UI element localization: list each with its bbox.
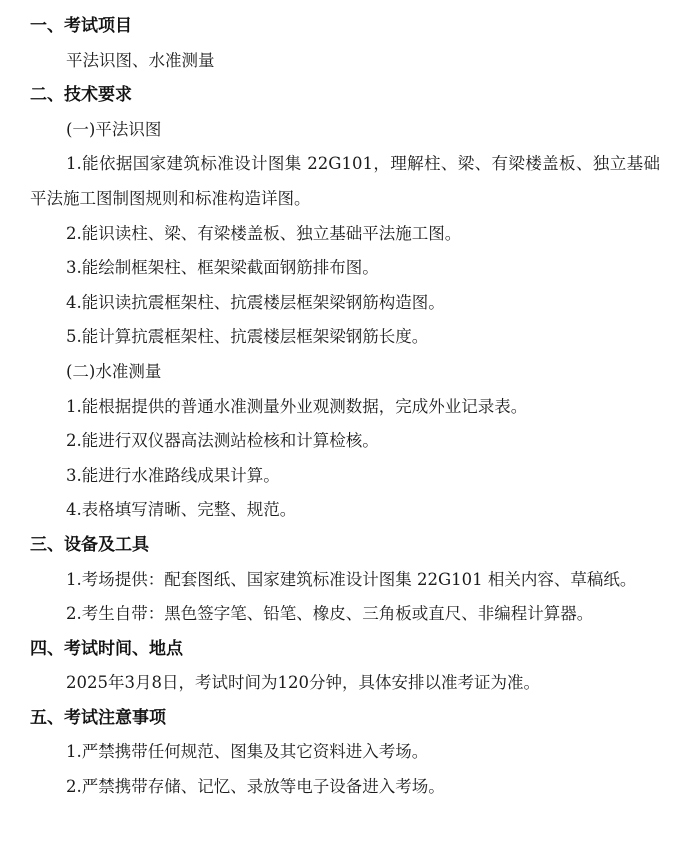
subsection-title-drawing-reading: (一)平法识图 (66, 119, 162, 139)
section-heading-exam-items: 一、考试项目 (30, 16, 132, 36)
subsection-title-leveling: (二)水准测量 (66, 361, 162, 381)
requirement-item: 3.能绘制框架柱、框架梁截面钢筋排布图。 (66, 258, 379, 278)
requirement-item: 4.表格填写清晰、完整、规范。 (66, 500, 297, 520)
section-heading-time-place: 四、考试时间、地点 (30, 638, 183, 659)
requirement-item: 1.能根据提供的普通水准测量外业观测数据，完成外业记录表。 (66, 396, 528, 416)
exam-items-text: 平法识图、水准测量 (66, 50, 215, 70)
notice-item: 1.严禁携带任何规范、图集及其它资料进入考场。 (66, 742, 429, 762)
equipment-item: 2.考生自带：黑色签字笔、铅笔、橡皮、三角板或直尺、非编程计算器。 (66, 604, 594, 624)
section-heading-tech-requirements: 二、技术要求 (30, 85, 132, 106)
section-heading-notices: 五、考试注意事项 (30, 707, 166, 728)
section-heading-equipment: 三、设备及工具 (30, 534, 149, 555)
requirement-item: 2.能进行双仪器高法测站检核和计算检核。 (66, 431, 379, 451)
requirement-item: 4.能识读抗震框架柱、抗震楼层框架梁钢筋构造图。 (66, 292, 445, 312)
requirement-item: 3.能进行水准路线成果计算。 (66, 465, 280, 485)
notice-item: 2.严禁携带存储、记忆、录放等电子设备进入考场。 (66, 777, 445, 797)
time-place-text: 2025年3月8日，考试时间为120分钟，具体安排以准考证为准。 (66, 673, 540, 693)
requirement-item: 5.能计算抗震框架柱、抗震楼层框架梁钢筋长度。 (66, 327, 429, 347)
equipment-item: 1.考场提供：配套图纸、国家建筑标准设计图集 22G101 相关内容、草稿纸。 (66, 569, 637, 589)
requirement-item: 2.能识读柱、梁、有梁楼盖板、独立基础平法施工图。 (66, 223, 462, 243)
requirement-item: 1.能依据国家建筑标准设计图集 22G101，理解柱、梁、有梁楼盖板、独立基础平法施工图制图规则和标准构造详图。 (30, 154, 660, 208)
exam-notice-document (30, 9, 660, 805)
